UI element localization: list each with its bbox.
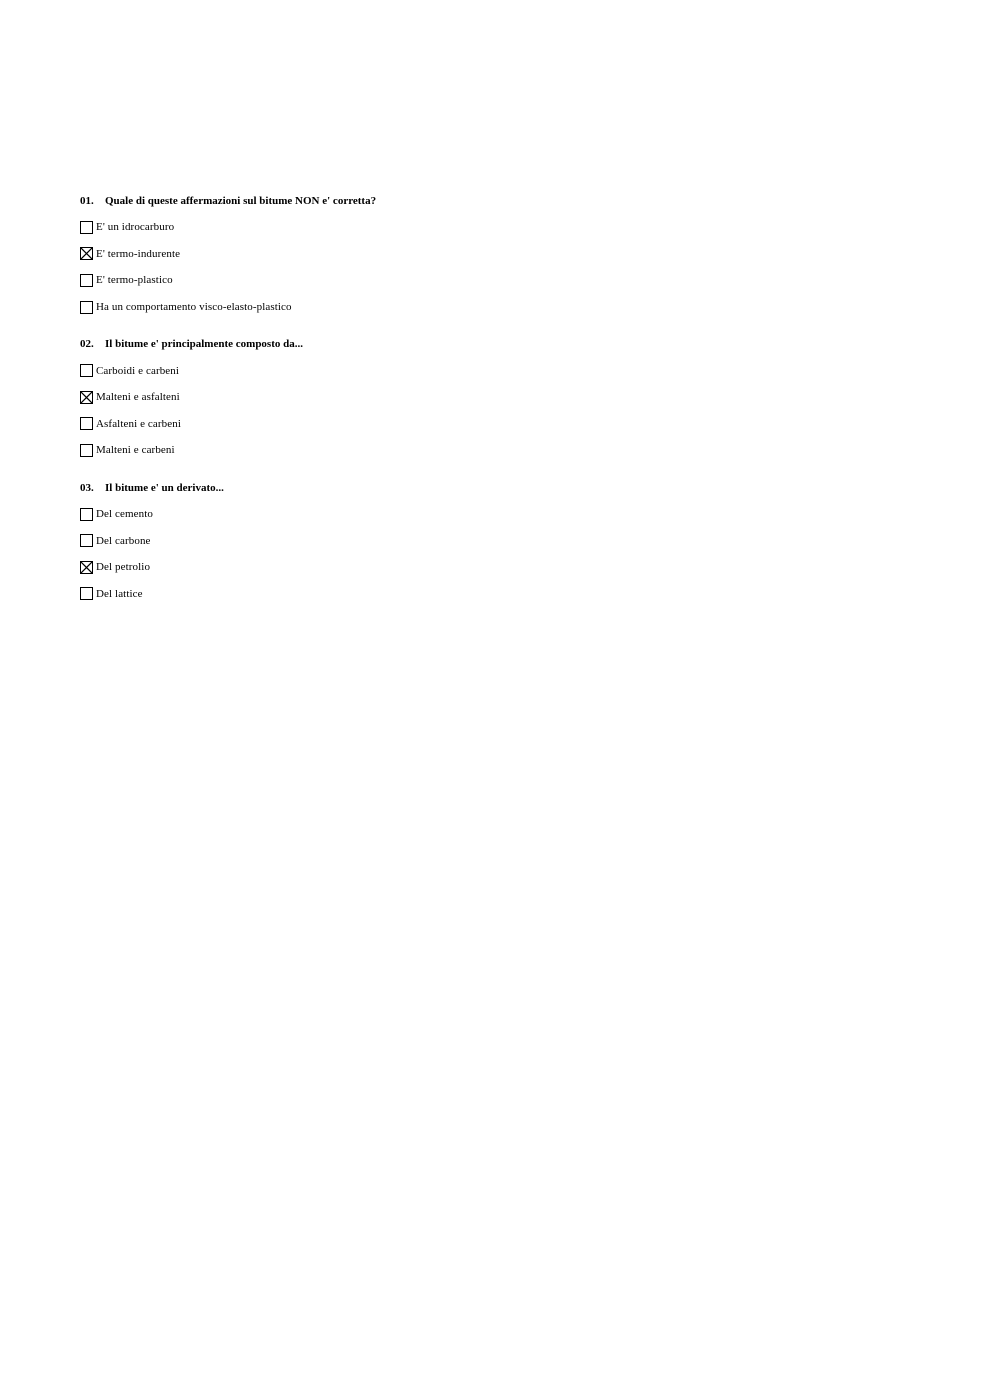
question-title (80, 336, 940, 352)
checkbox-checked[interactable] (80, 391, 93, 404)
option-label: Asfalteni e carbeni (96, 417, 181, 430)
option[interactable] (80, 384, 940, 411)
option-label: E' un idrocarburo (96, 221, 175, 234)
checkbox[interactable] (80, 534, 93, 547)
question-title (80, 480, 940, 496)
question-title (80, 193, 940, 209)
question-1 (80, 193, 940, 320)
option[interactable] (80, 357, 940, 384)
checkbox-checked[interactable] (80, 247, 93, 260)
option-label: Del petrolio (96, 561, 151, 574)
checkbox[interactable] (80, 508, 93, 521)
question-number: 02. (80, 338, 94, 351)
checkbox[interactable] (80, 587, 93, 600)
option[interactable] (80, 411, 940, 438)
question-2 (80, 336, 940, 463)
quiz (80, 193, 940, 623)
checkbox[interactable] (80, 417, 93, 430)
option-label: E' termo-indurente (96, 247, 181, 260)
option[interactable] (80, 554, 940, 581)
option-label: Malteni e asfalteni (96, 391, 180, 404)
cross-mark-icon (81, 392, 92, 403)
option[interactable] (80, 294, 940, 321)
question-text: Il bitume e' principalmente composto da... (105, 338, 303, 351)
checkbox[interactable] (80, 364, 93, 377)
checkbox[interactable] (80, 221, 93, 234)
checkbox[interactable] (80, 444, 93, 457)
option[interactable] (80, 527, 940, 554)
question-text: Il bitume e' un derivato... (105, 481, 224, 494)
option-label: Carboidi e carbeni (96, 364, 180, 377)
option[interactable] (80, 267, 940, 294)
option[interactable] (80, 501, 940, 528)
option[interactable] (80, 581, 940, 608)
option-label: Del lattice (96, 587, 143, 600)
cross-mark-icon (81, 562, 92, 573)
checkbox[interactable] (80, 301, 93, 314)
checkbox-checked[interactable] (80, 561, 93, 574)
option[interactable] (80, 241, 940, 268)
option-label: Del carbone (96, 534, 151, 547)
question-3 (80, 480, 940, 607)
checkbox[interactable] (80, 274, 93, 287)
cross-mark-icon (81, 248, 92, 259)
option[interactable] (80, 214, 940, 241)
option-label: E' termo-plastico (96, 274, 173, 287)
option-label: Del cemento (96, 508, 153, 521)
option-label: Malteni e carbeni (96, 444, 175, 457)
option[interactable] (80, 437, 940, 464)
question-number: 01. (80, 195, 94, 207)
question-text: Quale di queste affermazioni sul bitume NON e' corretta? (105, 195, 377, 207)
option-label: Ha un comportamento visco-elasto-plastico (96, 301, 292, 314)
question-number: 03. (80, 481, 94, 494)
